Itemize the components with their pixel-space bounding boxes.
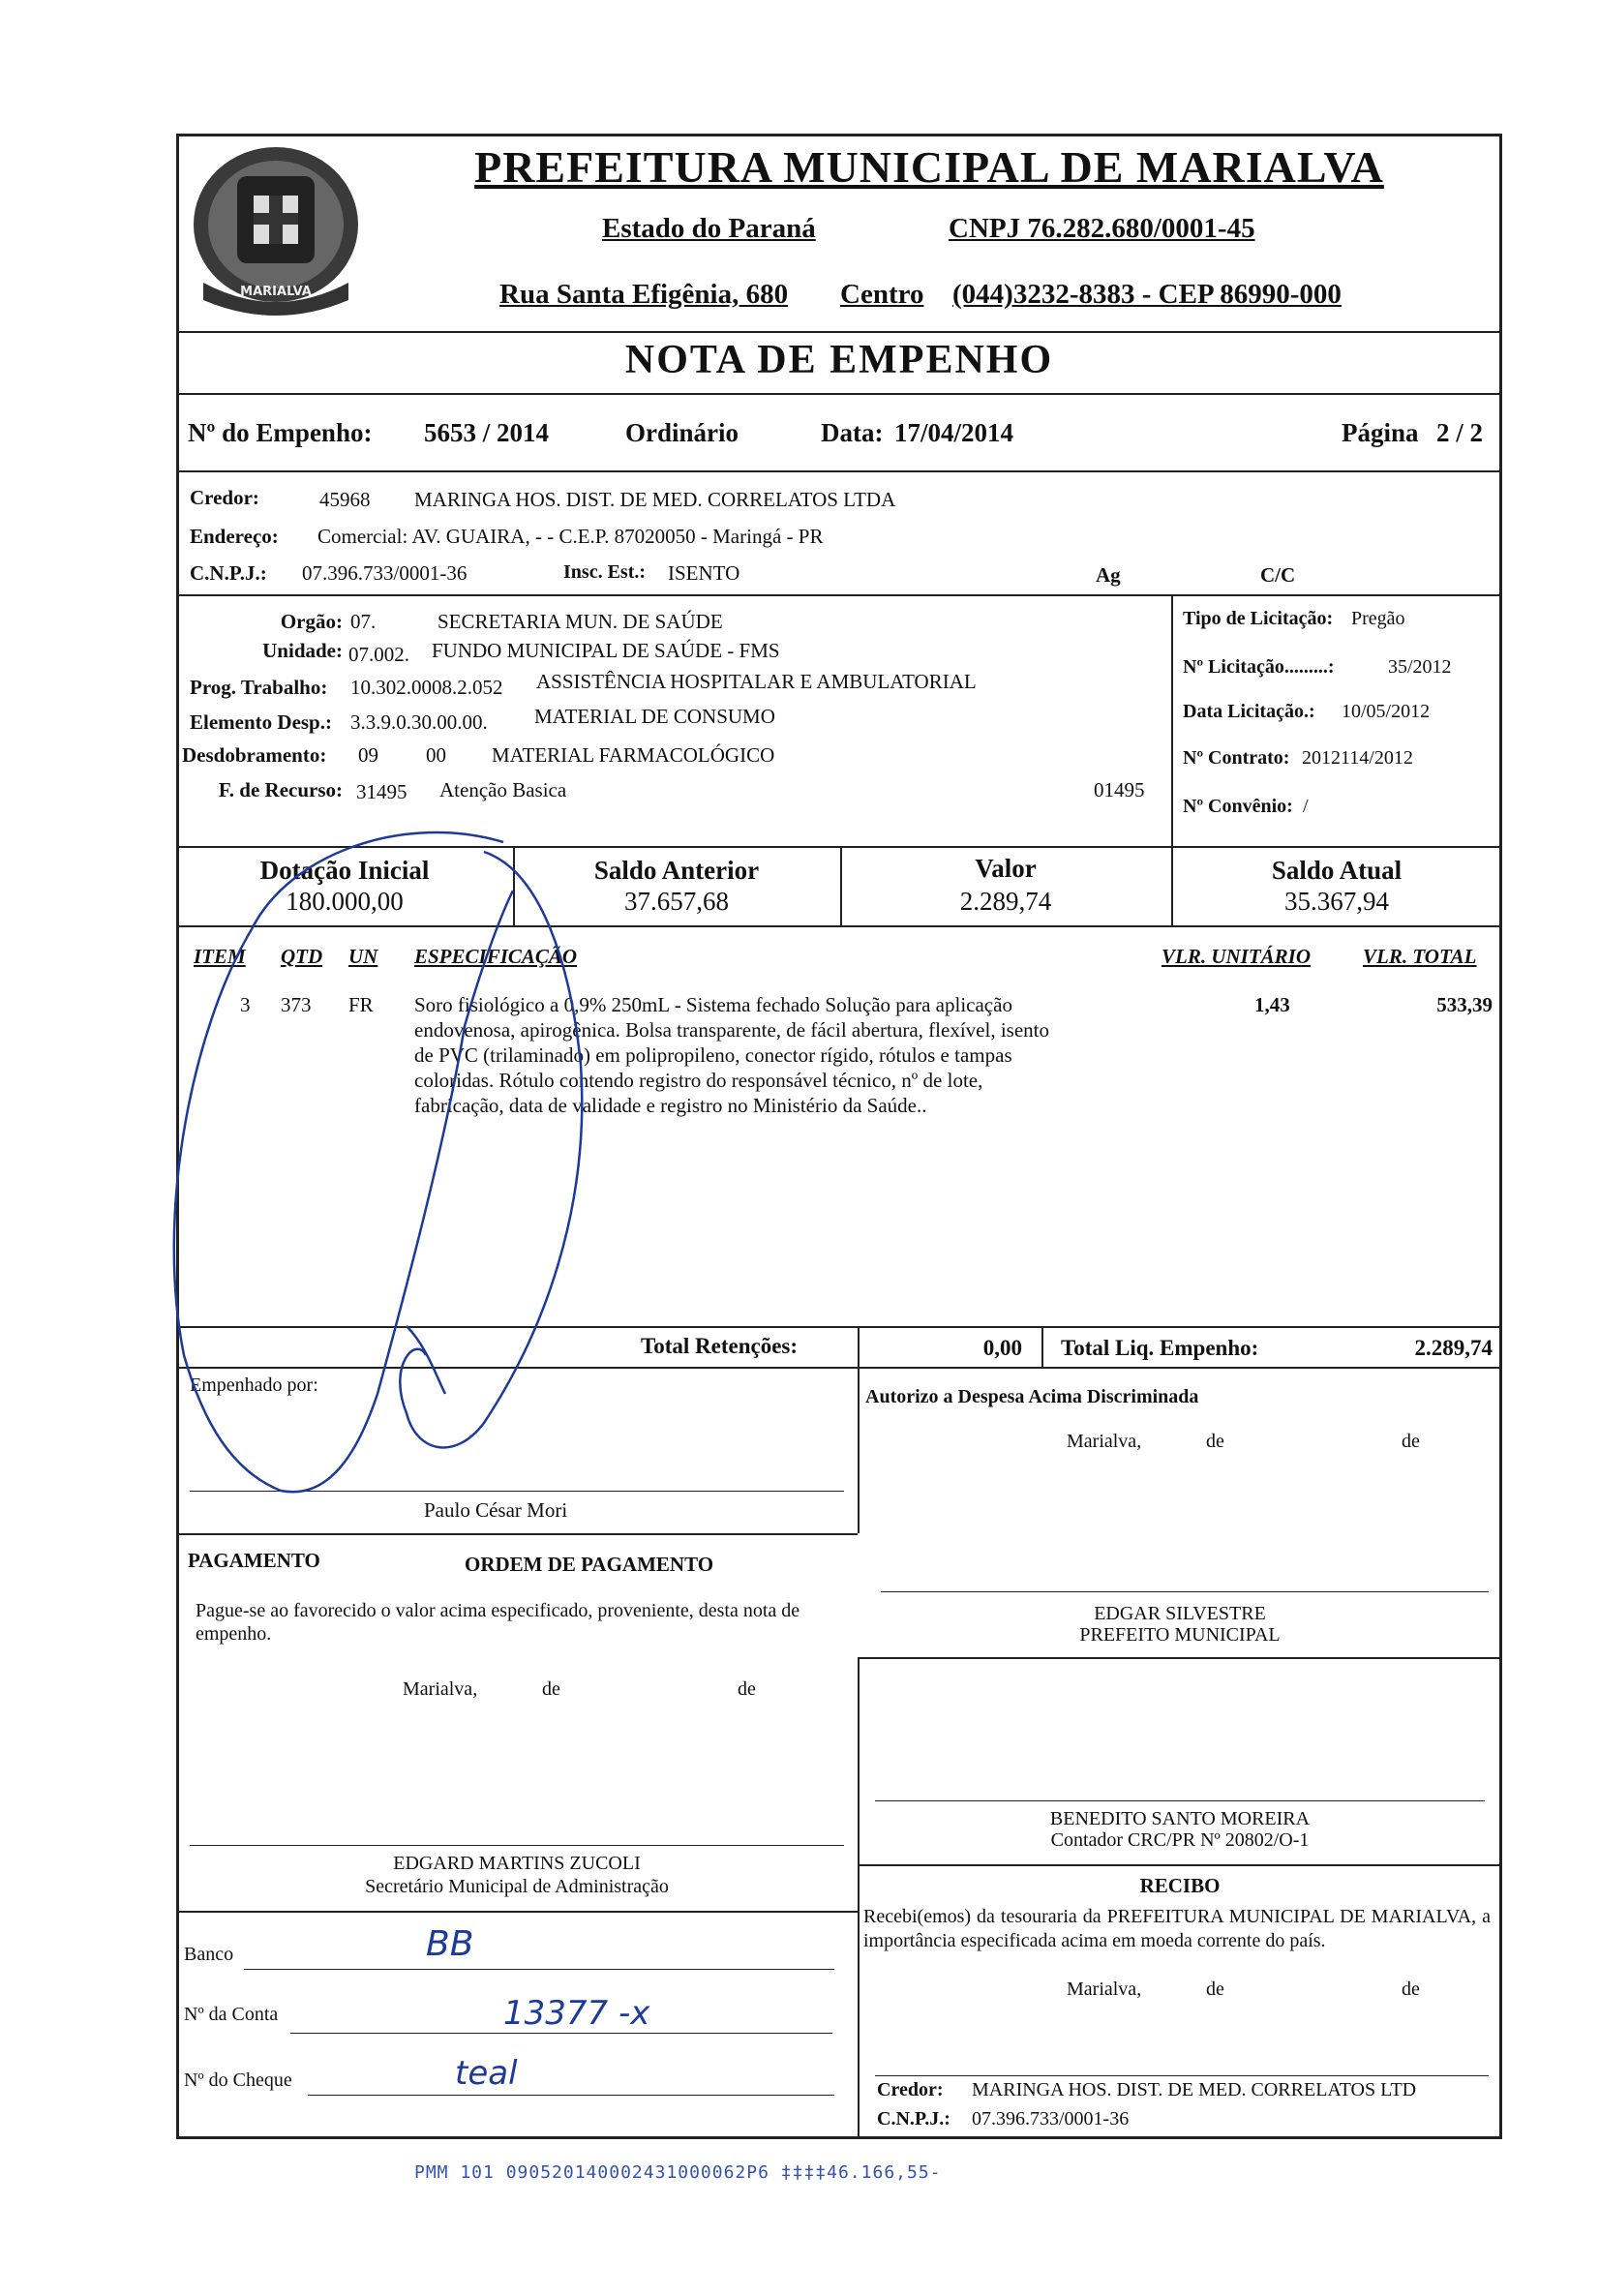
item-spec-line-2: endovenosa, apirogênica. Bolsa transparente, de fácil abertura, flexível, isento: [414, 1018, 1049, 1042]
col-vlr-unit: VLR. UNITÁRIO: [1162, 945, 1312, 968]
empenhado-label: Empenhado por:: [190, 1375, 318, 1396]
recibo-de1: de: [1206, 1979, 1224, 2000]
pagamento-de1: de: [542, 1678, 560, 1700]
insc-value: ISENTO: [668, 561, 740, 585]
recibo-cnpj-label: C.N.P.J.:: [877, 2108, 950, 2130]
empenho-type: Ordinário: [625, 418, 739, 447]
recibo-city: Marialva,: [1067, 1979, 1142, 2000]
desdobramento-code1: 09: [358, 743, 378, 767]
recibo-label: RECIBO: [1139, 1874, 1221, 1897]
recurso-code2: 01495: [1094, 778, 1145, 801]
conta-label: Nº da Conta: [184, 2004, 279, 2025]
cheque-label: Nº do Cheque: [184, 2069, 292, 2091]
authentication-stamp: PMM 101 090520140002431000062P6 ‡‡‡‡46.166,55-: [414, 2162, 942, 2183]
contador-title: Contador CRC/PR Nº 20802/O-1: [1050, 1829, 1310, 1851]
saldo-anterior-value: 37.657,68: [624, 887, 729, 916]
header-bairro: Centro: [840, 279, 924, 310]
orgao-label: Orgão:: [280, 610, 343, 633]
recurso-name: Atenção Basica: [439, 778, 567, 801]
retencoes-value: 0,00: [982, 1336, 1022, 1360]
licitacao-tipo-label: Tipo de Licitação:: [1183, 608, 1334, 629]
saldo-atual-value: 35.367,94: [1284, 887, 1389, 916]
page-title: PREFEITURA MUNICIPAL DE MARIALVA: [474, 142, 1384, 192]
licitacao-num: 35/2012: [1388, 656, 1452, 678]
pagamento-city: Marialva,: [403, 1678, 478, 1700]
item-qtd: 373: [281, 993, 312, 1016]
col-item: ITEM: [194, 945, 246, 968]
desdobramento-label: Desdobramento:: [182, 743, 327, 767]
recibo-text: Recebi(emos) da tesouraria da PREFEITURA MUNICIPAL DE MARIALVA, a importância especificada acima em moeda corrente do país.: [863, 1906, 1491, 1951]
endereco-label: Endereço:: [190, 525, 279, 548]
col-qtd: QTD: [281, 945, 323, 968]
autorizo-de2: de: [1402, 1431, 1420, 1452]
header-street: Rua Santa Efigênia, 680: [499, 279, 789, 310]
autorizo-label: Autorizo a Despesa Acima Discriminada: [865, 1386, 1199, 1407]
liquido-value: 2.289,74: [1414, 1336, 1493, 1360]
banco-handwritten: BB: [426, 1924, 474, 1964]
autorizo-city: Marialva,: [1067, 1431, 1142, 1452]
licitacao-data-label: Data Licitação.:: [1183, 701, 1315, 722]
empenho-date: 17/04/2014: [894, 418, 1014, 447]
elemento-name: MATERIAL DE CONSUMO: [534, 705, 775, 728]
item-vlr-unit: 1,43: [1254, 993, 1290, 1016]
liquido-label: Total Liq. Empenho:: [1061, 1336, 1259, 1360]
pagamento-label: PAGAMENTO: [188, 1549, 320, 1572]
elemento-label: Elemento Desp.:: [190, 710, 332, 734]
credor-name: MARINGA HOS. DIST. DE MED. CORRELATOS LTDA: [414, 488, 896, 511]
licitacao-tipo: Pregão: [1351, 608, 1405, 629]
empenho-label: Nº do Empenho:: [188, 418, 373, 447]
credor-cnpj-label: C.N.P.J.:: [190, 561, 267, 585]
prog-name: ASSISTÊNCIA HOSPITALAR E AMBULATORIAL: [536, 670, 977, 693]
valor-label: Valor: [975, 854, 1037, 883]
prog-code: 10.302.0008.2.052: [350, 676, 503, 699]
saldo-anterior-label: Saldo Anterior: [593, 856, 760, 885]
secretario-title: Secretário Municipal de Administração: [365, 1876, 669, 1897]
prog-label: Prog. Trabalho:: [190, 676, 328, 699]
recibo-credor-label: Credor:: [877, 2079, 944, 2100]
doc-title: NOTA DE EMPENHO: [624, 338, 1054, 382]
ordem-pagamento-label: ORDEM DE PAGAMENTO: [465, 1553, 714, 1576]
col-vlr-total: VLR. TOTAL: [1363, 945, 1477, 968]
dotacao-value: 180.000,00: [286, 887, 404, 916]
col-un: UN: [348, 945, 378, 968]
pagamento-text: Pague-se ao favorecido o valor acima especificado, proveniente, desta nota de empenho.: [196, 1600, 800, 1645]
item-spec-line-1: Soro fisiológico a 0,9% 250mL - Sistema fechado Solução para aplicação: [414, 993, 1012, 1016]
cc-label: C/C: [1260, 563, 1296, 587]
pagamento-de2: de: [738, 1678, 756, 1700]
desdobramento-name: MATERIAL FARMACOLÓGICO: [492, 743, 775, 767]
item-spec-line-3: de PVC (trilaminado) em polipropileno, conector rígido, rótulos e tampas: [414, 1043, 1012, 1067]
recurso-label: F. de Recurso:: [218, 778, 343, 801]
desdobramento-code2: 00: [426, 743, 446, 767]
autorizo-de1: de: [1206, 1431, 1224, 1452]
conta-handwritten: 13377 -x: [503, 1994, 650, 2033]
page-label: Página: [1342, 418, 1419, 447]
contrato-value: 2012114/2012: [1302, 747, 1413, 769]
secretario-name: EDGARD MARTINS ZUCOLI: [393, 1853, 641, 1874]
credor-code: 45968: [319, 488, 371, 511]
recibo-credor: MARINGA HOS. DIST. DE MED. CORRELATOS LTD: [972, 2079, 1417, 2100]
orgao-code: 07.: [350, 610, 377, 633]
item-vlr-total: 533,39: [1436, 993, 1493, 1016]
dotacao-label: Dotação Inicial: [259, 856, 430, 885]
page-number: 2 / 2: [1436, 418, 1484, 447]
prefeito-name: EDGAR SILVESTRE: [1094, 1603, 1266, 1624]
item-spec-line-5: fabricação, data de validade e registro no Ministério da Saúde..: [414, 1094, 927, 1117]
endereco-value: Comercial: AV. GUAIRA, - - C.E.P. 87020050 - Maringá - PR: [317, 525, 824, 548]
header-phone-cep: (044)3232-8383 - CEP 86990-000: [952, 279, 1342, 310]
credor-label: Credor:: [190, 486, 259, 509]
item-un: FR: [348, 993, 374, 1016]
insc-label: Insc. Est.:: [563, 561, 647, 583]
orgao-name: SECRETARIA MUN. DE SAÚDE: [437, 610, 723, 633]
item-number: 3: [240, 993, 251, 1016]
empenho-number: 5653 / 2014: [424, 418, 550, 447]
recibo-cnpj: 07.396.733/0001-36: [972, 2108, 1130, 2130]
saldo-atual-label: Saldo Atual: [1271, 856, 1403, 885]
unidade-name: FUNDO MUNICIPAL DE SAÚDE - FMS: [432, 639, 780, 662]
cheque-handwritten: teal: [455, 2054, 518, 2093]
valor-value: 2.289,74: [959, 887, 1052, 916]
empenho-date-label: Data:: [821, 418, 884, 447]
credor-cnpj: 07.396.733/0001-36: [302, 561, 468, 585]
prefeito-title: PREFEITO MUNICIPAL: [1079, 1624, 1281, 1646]
licitacao-data: 10/05/2012: [1342, 701, 1431, 722]
contrato-label: Nº Contrato:: [1183, 747, 1290, 769]
seal-ribbon-text: MARIALVA: [240, 285, 312, 299]
recurso-code: 31495: [356, 780, 407, 803]
licitacao-num-label: Nº Licitação.........:: [1183, 656, 1335, 678]
empenhado-signer: Paulo César Mori: [424, 1498, 568, 1522]
convenio-value: /: [1303, 796, 1309, 817]
col-espec: ESPECIFICAÇÃO: [414, 945, 578, 968]
convenio-label: Nº Convênio:: [1183, 796, 1293, 817]
unidade-label: Unidade:: [262, 639, 343, 662]
contador-name: BENEDITO SANTO MOREIRA: [1049, 1808, 1311, 1829]
banco-label: Banco: [184, 1944, 234, 1965]
estado-label: Estado do Paraná: [602, 213, 816, 244]
header-cnpj: CNPJ 76.282.680/0001-45: [949, 213, 1255, 244]
ag-label: Ag: [1096, 563, 1121, 587]
elemento-code: 3.3.9.0.30.00.00.: [350, 710, 488, 734]
item-spec-line-4: coloridas. Rótulo contendo registro do responsável técnico, nº de lote,: [414, 1069, 983, 1092]
unidade-code: 07.002.: [348, 643, 409, 666]
recibo-de2: de: [1402, 1979, 1420, 2000]
retencoes-label: Total Retenções:: [641, 1334, 799, 1358]
